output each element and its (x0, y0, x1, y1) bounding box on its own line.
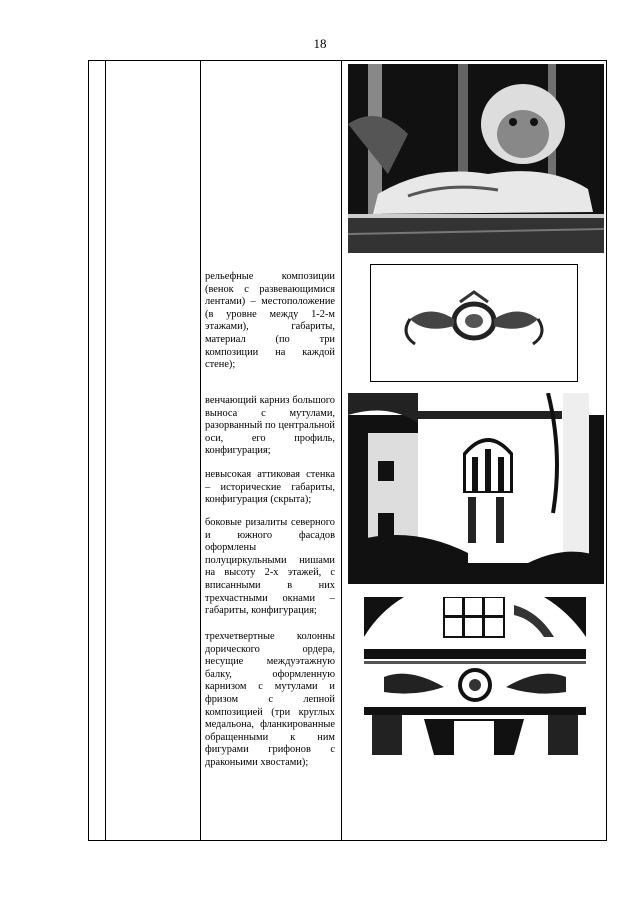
name-column (106, 61, 201, 841)
photo-frieze-medallion (364, 597, 586, 755)
description-attic-wall: невысокая аттиковая стенка – исторические габариты, конфигурация (скрыта); (205, 469, 335, 506)
photo-wreath-relief (370, 264, 578, 382)
table-row (89, 61, 607, 841)
description-doric-columns: трехчетвертные колонны дорического ордера, несущие междуэтажную балку, оформленную карнизом с мутулами и фризом с лепной композицией (три круглых медальона, фланкированные обращенными к ним фигурами грифонов с драконьими хвостами); (205, 631, 335, 768)
description-column (201, 61, 342, 841)
index-column (89, 61, 106, 841)
photo-column (342, 61, 607, 841)
page-number: 18 (313, 36, 327, 51)
description-relief-compositions: рельефные композиции (венок с развевающимися лентами) – местоположение (в уровне между 1-2-м этажами), габариты, материал (по три композиции на каждой стене); (205, 271, 335, 371)
document-table (88, 60, 607, 841)
description-cornice: венчающий карниз большого выноса с мутулами, разорванный по центральной оси, его профиль, конфигурация; (205, 395, 335, 457)
photo-facade-arched-window (348, 393, 604, 584)
description-side-risalits: боковые ризалиты северного и южного фасадов оформлены полуциркульными нишами на высоту 2-х этажей, с вписанными в них трехчастными окнами – габариты, конфигурация; (205, 517, 335, 617)
photo-lion-sculpture (348, 64, 604, 253)
